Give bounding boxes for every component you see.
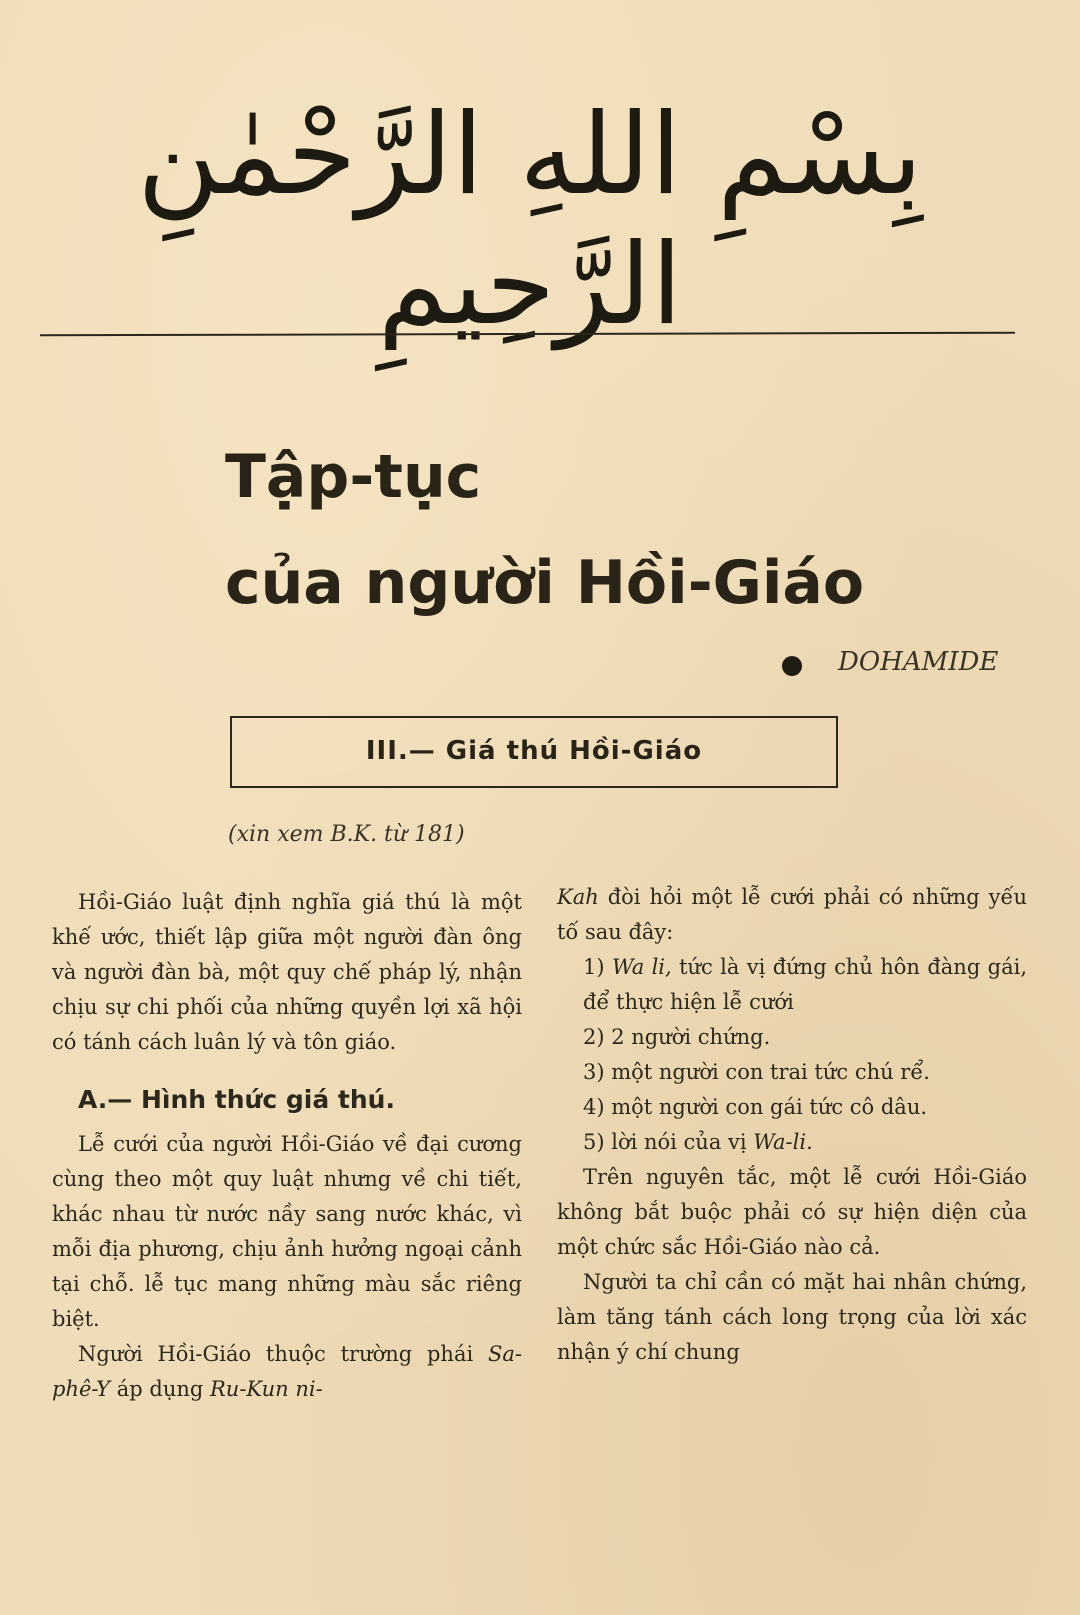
left-column [52, 885, 522, 1407]
paragraph: Lễ cưới của người Hồi-Giáo về đại cương cùng theo một quy luật nhưng về chi tiết, khác nhau từ nước nầy sang nước khác, vì mỗi địa phương, chịu ảnh hưởng ngoại cảnh tại chỗ. lễ tục mang những màu sắc riêng biệt. [52, 1132, 522, 1331]
text-run: 1) [583, 955, 612, 979]
list-item: 3) một người con trai tức chú rể. [583, 1060, 930, 1084]
paragraph [557, 880, 1027, 950]
paragraph [52, 1337, 522, 1407]
text-run: Người Hồi-Giáo thuộc trường phái [78, 1342, 488, 1366]
paragraph: Trên nguyên tắc, một lễ cưới Hồi-Giáo không bắt buộc phải có sự hiện diện của một chức sắc Hồi-Giáo nào cả. [557, 1165, 1027, 1259]
italic-term: Kah [557, 885, 599, 909]
text-run: tức là vị đứng chủ hôn đàng gái, để thực hiện lễ cưới [583, 955, 1027, 1014]
italic-term: Wa-li. [753, 1130, 813, 1154]
section-heading: III.— Giá thú Hồi-Giáo [365, 736, 703, 766]
text-run: áp dụng [110, 1377, 210, 1401]
right-column [557, 880, 1027, 1370]
italic-term: Sa-phê-Y [52, 1342, 522, 1401]
section-heading-box [230, 716, 838, 788]
subheading: A.— Hình thức giá thú. [78, 1085, 395, 1114]
box-bottom-border [232, 786, 836, 788]
basmala-text: بِسْمِ اللهِ الرَّحْمٰنِ الرَّحِيمِ [137, 90, 923, 350]
bullet-icon [782, 656, 802, 676]
paragraph: Hồi-Giáo luật định nghĩa giá thú là một khế ước, thiết lập giữa một người đàn ông và người đàn bà, một quy chế pháp lý, nhận chịu sự chi phối của những quyền lợi xã hội có tánh cách luân lý và tôn giáo. [52, 890, 522, 1054]
basmala-calligraphy [80, 70, 980, 350]
list-item: 4) một người con gái tức cô dâu. [583, 1095, 928, 1119]
paragraph: Người ta chỉ cần có mặt hai nhân chứng, làm tăng tánh cách long trọng của lời xác nhận ý chí chung [557, 1270, 1027, 1364]
article-title-line2: của người Hồi-Giáo [225, 548, 865, 618]
article-title-line1: Tập-tục [225, 442, 482, 512]
text-run: 5) lời nói của vị [583, 1130, 754, 1154]
text-run: đòi hỏi một lễ cưới phải có những yếu tố sau đây: [557, 885, 1027, 944]
italic-term: Ru-Kun ni- [210, 1377, 323, 1401]
list-item [557, 950, 1027, 1020]
list-item: 2) 2 người chứng. [583, 1025, 771, 1049]
list-item [557, 1125, 1027, 1160]
reference-note: (xin xem B.K. từ 181) [228, 822, 465, 847]
italic-term: Wa li, [611, 955, 672, 979]
author-name: DOHAMIDE [838, 647, 999, 677]
box-top-border [232, 716, 836, 718]
